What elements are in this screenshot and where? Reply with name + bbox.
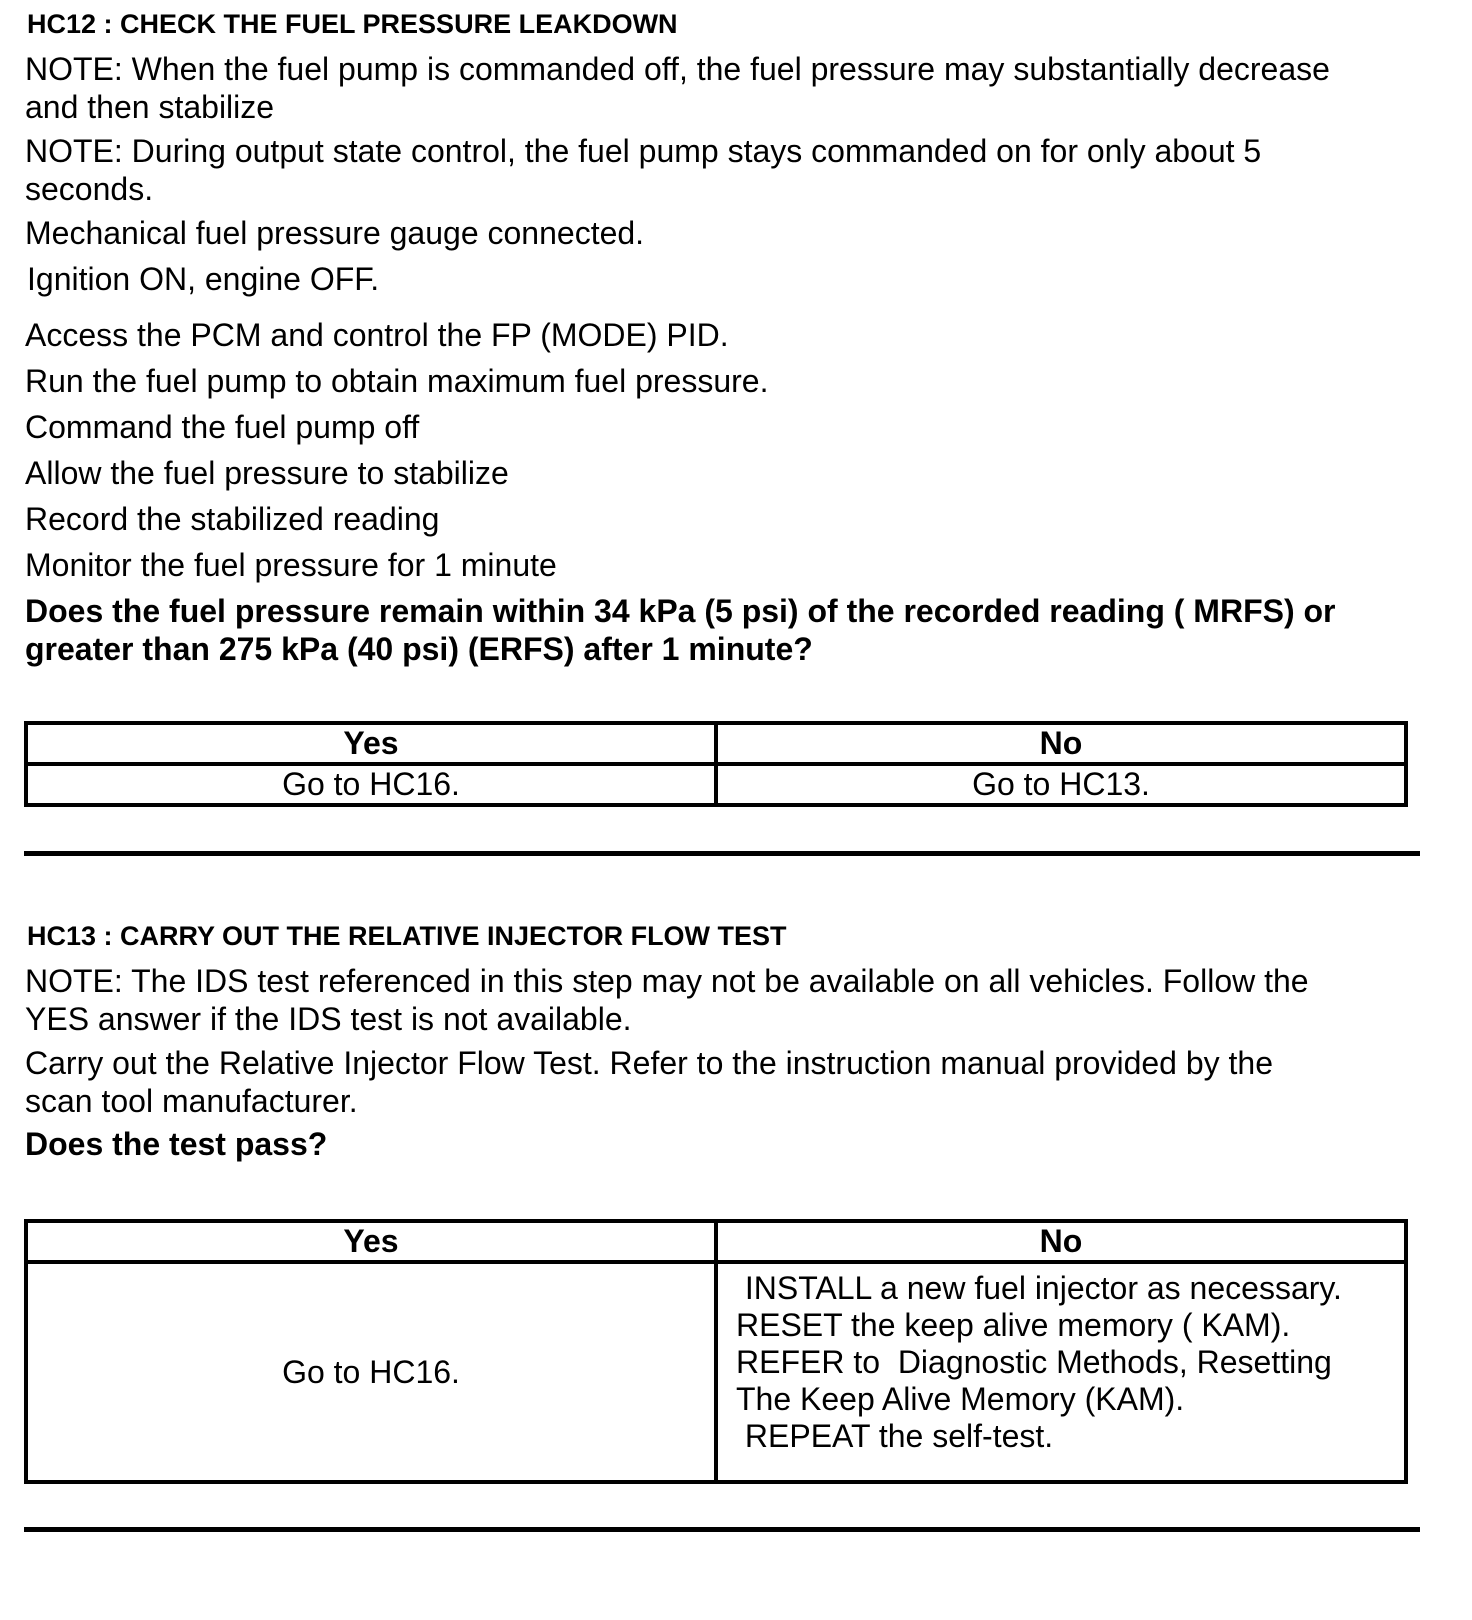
table-row [26, 764, 1406, 805]
no-action-reset: RESET the keep alive memory ( KAM). [736, 1307, 1291, 1343]
hc13-note [25, 962, 1445, 1038]
hc12-title: HC12 : CHECK THE FUEL PRESSURE LEAKDOWN [27, 9, 678, 39]
no-header: No [716, 1221, 1406, 1262]
table-row [26, 1262, 1406, 1482]
hc12-condition-ignition: Ignition ON, engine OFF. [27, 261, 380, 297]
hc12-note-1-line-2: and then stabilize [25, 89, 275, 125]
yes-header: Yes [26, 1221, 716, 1262]
hc12-note-2-line-1: NOTE: During output state control, the fuel pump stays commanded on for only about 5 [25, 133, 1262, 169]
hc12-step-4: Allow the fuel pressure to stabilize [25, 455, 509, 491]
hc13-answer-table [24, 1219, 1408, 1484]
hc13-instruction [25, 1044, 1445, 1120]
hc13-question: Does the test pass? [25, 1126, 328, 1162]
hc12-question-line-1: Does the fuel pressure remain within 34 kPa (5 psi) of the recorded reading ( MRFS) or [25, 593, 1336, 629]
hc12-question [25, 592, 1445, 668]
hc12-step-1: Access the PCM and control the FP (MODE) PID. [25, 317, 729, 353]
section-divider [24, 851, 1420, 856]
table-header-row [26, 1221, 1406, 1262]
no-header: No [716, 723, 1406, 764]
hc12-condition-gauge: Mechanical fuel pressure gauge connected. [25, 215, 645, 251]
hc12-note-2-line-2: seconds. [25, 171, 154, 207]
hc12-step-3: Command the fuel pump off [25, 409, 420, 445]
no-action-refer: REFER to Diagnostic Methods, Resetting [736, 1344, 1332, 1380]
no-action-install: INSTALL a new fuel injector as necessary. [736, 1270, 1342, 1306]
hc12-note-2 [25, 132, 1445, 208]
hc12-step-2: Run the fuel pump to obtain maximum fuel pressure. [25, 363, 769, 399]
no-action-refer-cont: The Keep Alive Memory (KAM). [736, 1381, 1185, 1417]
hc13-note-line-2: YES answer if the IDS test is not available. [25, 1001, 632, 1037]
hc12-step-6: Monitor the fuel pressure for 1 minute [25, 547, 557, 583]
table-header-row [26, 723, 1406, 764]
hc12-question-line-2: greater than 275 kPa (40 psi) (ERFS) after 1 minute? [25, 631, 813, 667]
hc12-note-1-line-1: NOTE: When the fuel pump is commanded off, the fuel pressure may substantially decrease [25, 51, 1330, 87]
no-action-repeat: REPEAT the self-test. [736, 1418, 1054, 1454]
hc12-step-5: Record the stabilized reading [25, 501, 440, 537]
hc13-instruction-line-1: Carry out the Relative Injector Flow Test. Refer to the instruction manual provided by the [25, 1045, 1274, 1081]
hc12-note-1 [25, 50, 1445, 126]
section-divider [24, 1527, 1420, 1532]
no-action-list [716, 1262, 1406, 1482]
hc12-answer-table [24, 721, 1408, 807]
hc13-instruction-line-2: scan tool manufacturer. [25, 1083, 358, 1119]
yes-action: Go to HC16. [26, 764, 716, 805]
hc13-note-line-1: NOTE: The IDS test referenced in this step may not be available on all vehicles. Follow the [25, 963, 1309, 999]
no-action: Go to HC13. [716, 764, 1406, 805]
yes-action: Go to HC16. [26, 1262, 716, 1482]
yes-header: Yes [26, 723, 716, 764]
hc13-title: HC13 : CARRY OUT THE RELATIVE INJECTOR FLOW TEST [27, 921, 787, 951]
